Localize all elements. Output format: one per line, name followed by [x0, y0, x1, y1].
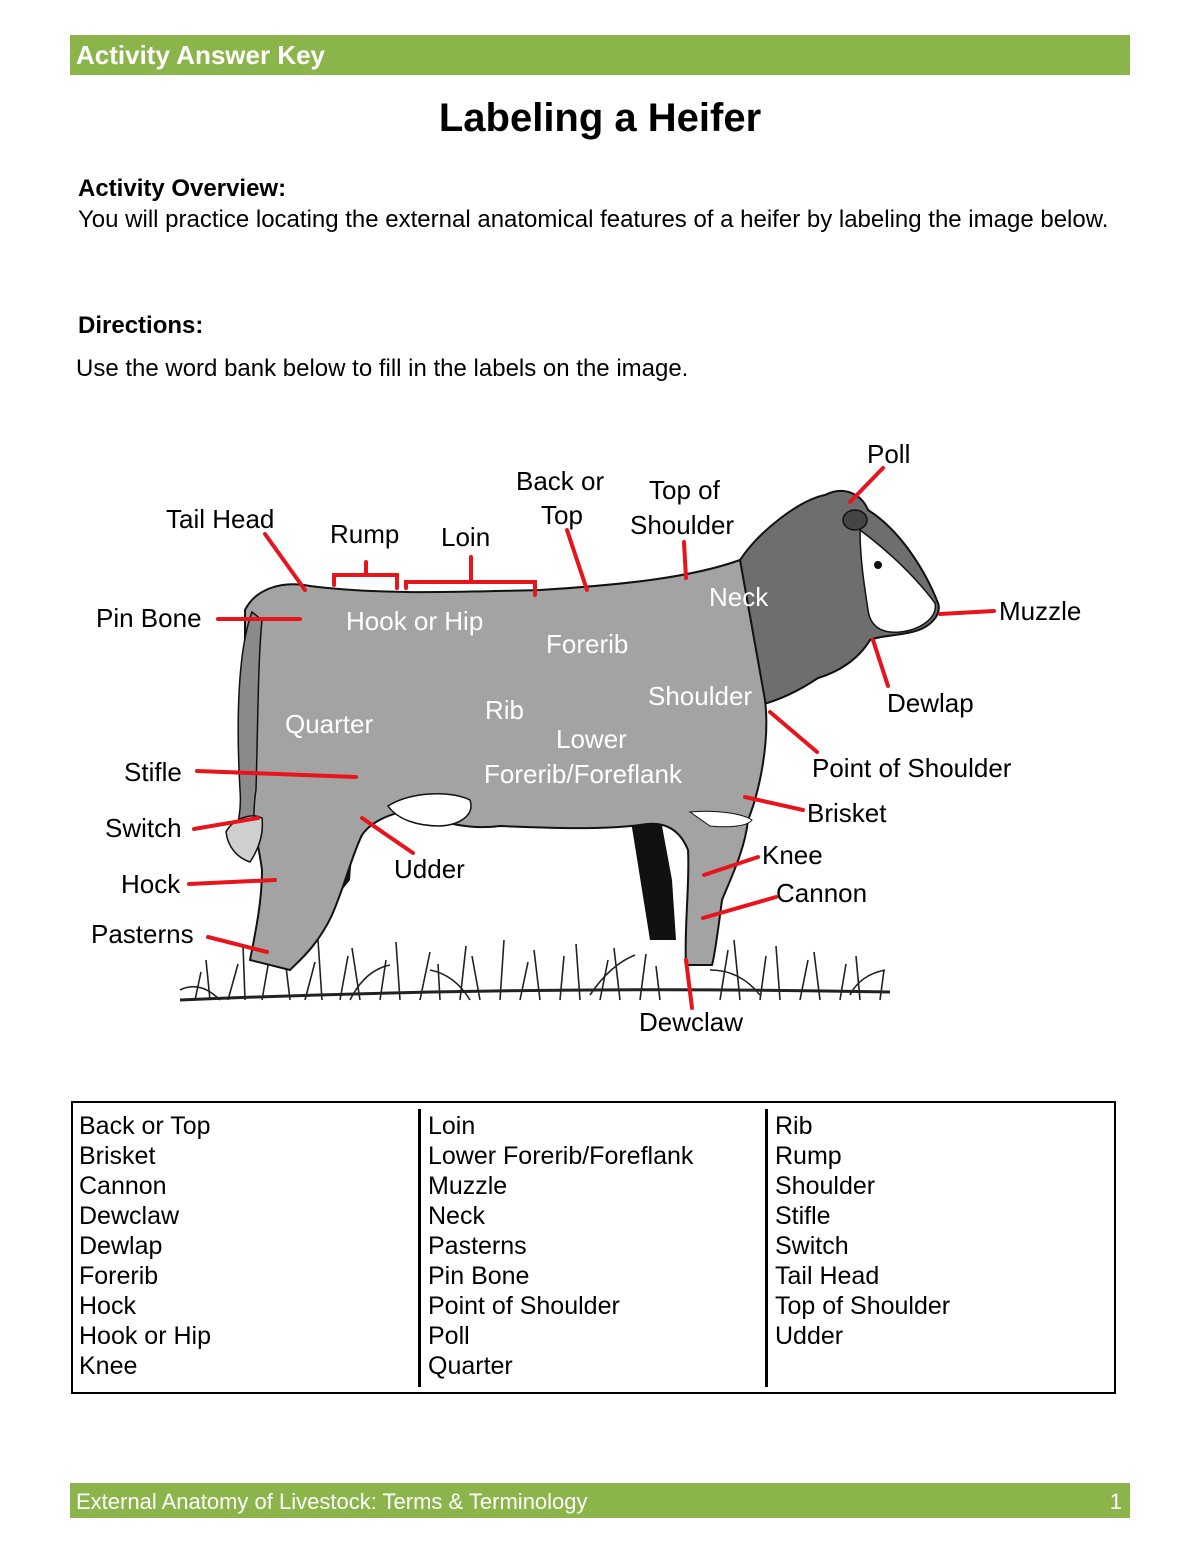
word-bank-column-2: [428, 1111, 693, 1381]
word-bank-item: Point of Shoulder: [428, 1292, 620, 1320]
word-bank-item: Cannon: [79, 1172, 167, 1200]
label-lower-line2: Forerib/Foreflank: [484, 759, 682, 789]
label-top-of-shoulder-line1: Top of: [649, 475, 720, 505]
label-loin: Loin: [441, 522, 491, 552]
word-bank-item: Hock: [79, 1292, 136, 1320]
label-dewclaw: Dewclaw: [639, 1007, 744, 1037]
word-bank-item: Brisket: [79, 1142, 156, 1170]
word-bank-item: Dewclaw: [79, 1202, 180, 1230]
word-bank-item: Pasterns: [428, 1232, 527, 1260]
label-neck: Neck: [709, 582, 769, 612]
word-bank-item: Udder: [775, 1322, 844, 1350]
label-back-or-top-line2: Top: [541, 500, 583, 530]
word-bank-item: Top of Shoulder: [775, 1292, 951, 1320]
label-poll: Poll: [867, 439, 911, 469]
label-hock: Hock: [121, 869, 181, 899]
directions-text: Use the word bank below to fill in the labels on the image.: [76, 355, 689, 382]
word-bank-item: Shoulder: [775, 1172, 876, 1200]
label-pasterns: Pasterns: [91, 919, 194, 949]
overview-text: You will practice locating the external anatomical features of a heifer by labeling the image below.: [78, 206, 1109, 233]
label-hook-or-hip: Hook or Hip: [346, 606, 484, 636]
word-bank-item: Tail Head: [775, 1262, 880, 1290]
word-bank-item: Poll: [428, 1322, 470, 1350]
word-bank-column-1: [79, 1111, 211, 1381]
word-bank-divider: [418, 1109, 421, 1387]
label-dewlap: Dewlap: [887, 688, 974, 718]
word-bank-item: Lower Forerib/Foreflank: [428, 1142, 694, 1170]
directions-heading: Directions:: [78, 312, 204, 339]
label-switch: Switch: [105, 813, 182, 843]
label-top-of-shoulder-line2: Shoulder: [630, 510, 735, 540]
page-number: 1: [1109, 1489, 1122, 1514]
word-bank-item: Quarter: [428, 1352, 513, 1380]
label-pin-bone: Pin Bone: [96, 603, 202, 633]
label-cannon: Cannon: [776, 878, 868, 908]
label-back-or-top-line1: Back or: [516, 466, 605, 496]
word-bank-item: Pin Bone: [428, 1262, 530, 1290]
far-front-leg: [630, 815, 676, 940]
word-bank-item: Muzzle: [428, 1172, 508, 1200]
label-tail-head: Tail Head: [166, 504, 275, 534]
page-title: Labeling a Heifer: [438, 96, 762, 140]
footer-bar: [70, 1483, 1130, 1518]
word-bank-item: Stifle: [775, 1202, 831, 1230]
word-bank-item: Back or Top: [79, 1112, 211, 1140]
word-bank-item: Hook or Hip: [79, 1322, 211, 1350]
word-bank-item: Loin: [428, 1112, 476, 1140]
word-bank-item: Rump: [775, 1142, 842, 1170]
word-bank-item: Neck: [428, 1202, 485, 1230]
word-bank: [71, 1101, 1116, 1394]
footer-title: External Anatomy of Livestock: Terms & Terminology: [76, 1489, 588, 1514]
word-bank-item: Dewlap: [79, 1232, 163, 1260]
label-knee: Knee: [762, 840, 823, 870]
label-muzzle: Muzzle: [999, 596, 1082, 626]
label-stifle: Stifle: [124, 757, 182, 787]
label-rump: Rump: [330, 519, 400, 549]
word-bank-item: Knee: [79, 1352, 138, 1380]
label-lower-line1: Lower: [556, 724, 627, 754]
word-bank-item: Forerib: [79, 1262, 159, 1290]
word-bank-item: Switch: [775, 1232, 849, 1260]
label-shoulder: Shoulder: [648, 681, 753, 711]
word-bank-item: Rib: [775, 1112, 813, 1140]
label-brisket: Brisket: [807, 798, 887, 828]
label-point-of-shoulder: Point of Shoulder: [812, 753, 1012, 783]
label-udder: Udder: [394, 854, 465, 884]
label-rib: Rib: [485, 695, 525, 725]
overview-heading: Activity Overview:: [78, 175, 287, 202]
word-bank-column-3: [775, 1111, 950, 1351]
label-quarter: Quarter: [285, 709, 374, 739]
header-label: Activity Answer Key: [76, 40, 326, 70]
word-bank-divider: [765, 1109, 768, 1387]
label-forerib: Forerib: [546, 629, 629, 659]
